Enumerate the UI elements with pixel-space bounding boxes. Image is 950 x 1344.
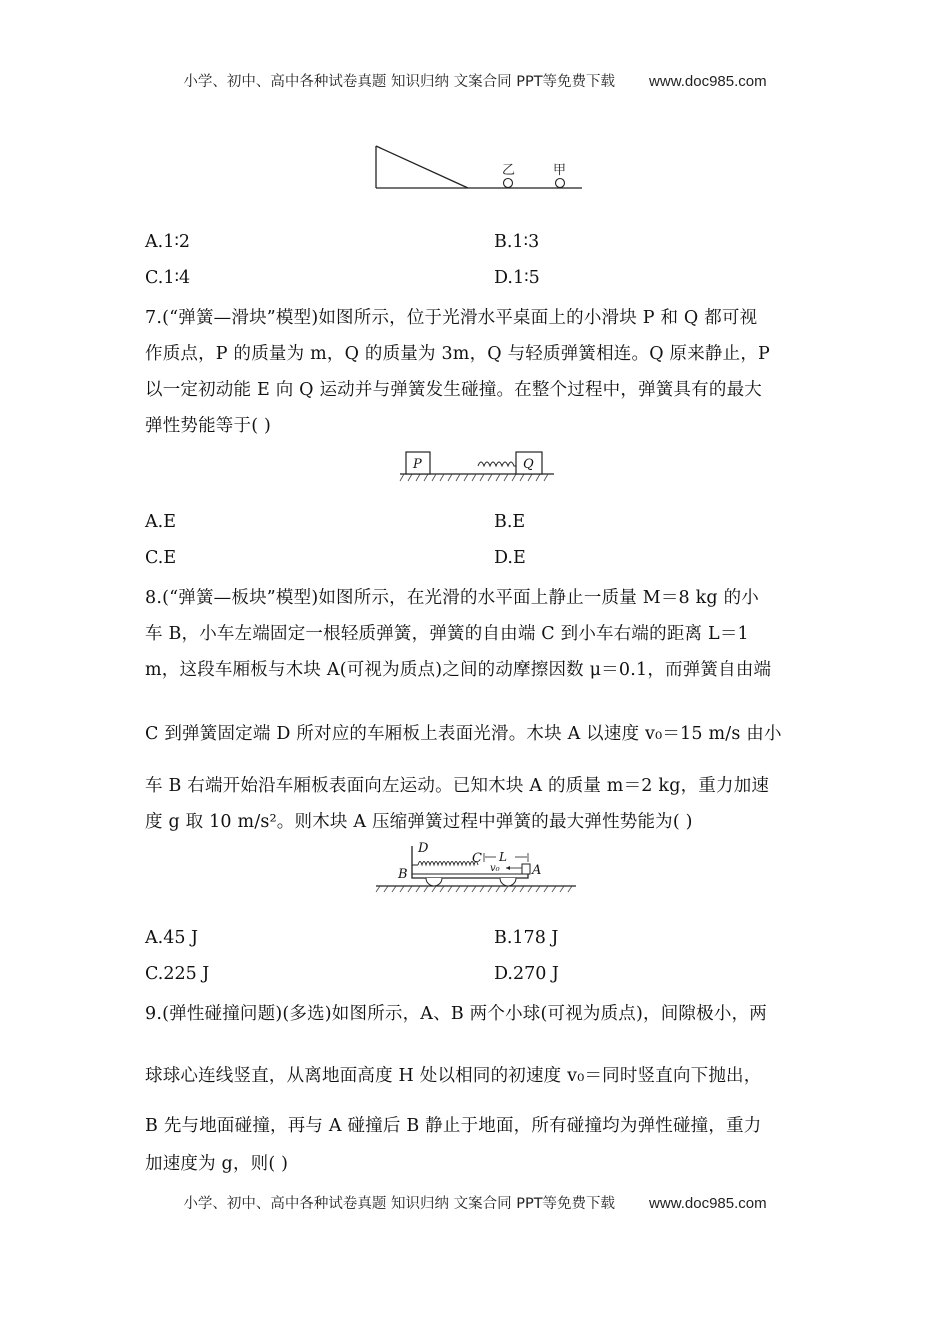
q7-option-c: C.E [145,548,177,568]
q7-option-d: D.E [494,548,526,568]
spring-block-figure [398,448,558,484]
q9-line-2: 球球心连线竖直，从离地面高度 H 处以相同的初速度 v₀＝同时竖直向下抛出， [145,1066,762,1086]
header-text: 小学、初中、高中各种试卷真题 知识归纳 文案合同 PPT等免费下载 [183,74,616,90]
label-l: L [499,850,507,864]
q8-line-5: 车 B 右端开始沿车厢板表面向左运动。已知木块 A 的质量 m＝2 kg，重力加速 [145,776,770,796]
header-site: www.doc985.com [649,73,767,90]
q8-line-4: C 到弹簧固定端 D 所对应的车厢板上表面光滑。木块 A 以速度 v₀＝15 m/s 由小 [145,724,782,744]
block-p-label: P [413,457,422,472]
q9-line-3: B 先与地面碰撞，再与 A 碰撞后 B 静止于地面，所有碰撞均为弹性碰撞，重力 [145,1116,762,1136]
q8-line-3: m，这段车厢板与木块 A(可视为质点)之间的动摩擦因数 μ＝0.1，而弹簧自由端 [145,660,772,680]
q8-option-b: B.178 J [494,928,559,948]
ball-jia [556,179,565,188]
q7-line-2: 作质点，P 的质量为 m，Q 的质量为 3m，Q 与轻质弹簧相连。Q 原来静止，P [145,344,770,364]
footer-text: 小学、初中、高中各种试卷真题 知识归纳 文案合同 PPT等免费下载 [183,1196,616,1212]
page-footer [0,1192,950,1213]
q7-line-3: 以一定初动能 E 向 Q 运动并与弹簧发生碰撞。在整个过程中，弹簧具有的最大 [145,380,762,400]
q8-line-6: 度 g 取 10 m/s²。则木块 A 压缩弹簧过程中弹簧的最大弹性势能为( ) [145,812,693,832]
block-q-label: Q [523,457,534,472]
cart-wheel-left [426,878,442,886]
label-d: D [418,841,429,856]
label-yi: 乙 [502,163,516,178]
ball-yi [504,179,513,188]
q6-option-c: C.1∶4 [145,268,191,288]
q8-option-a: A.45 J [145,928,199,948]
q7-option-b: B.E [494,512,526,532]
cart-wheel-right [500,878,516,886]
q8-option-d: D.270 J [494,964,559,984]
spring-q8 [418,862,478,866]
footer-site: www.doc985.com [649,1195,767,1212]
q8-line-2: 车 B，小车左端固定一根轻质弹簧，弹簧的自由端 C 到小车右端的距离 L＝1 [145,624,749,644]
label-a: A [532,863,542,878]
q7-line-1: 7.(“弹簧—滑块”模型)如图所示，位于光滑水平桌面上的小滑块 P 和 Q 都可视 [145,308,758,328]
cart-body [412,846,528,878]
incline-balls-figure [370,140,590,192]
q6-option-a: A.1∶2 [145,232,191,252]
q6-option-d: D.1∶5 [494,268,540,288]
q8-line-1: 8.(“弹簧—板块”模型)如图所示，在光滑的水平面上静止一质量 M＝8 kg 的小 [145,588,759,608]
label-c: C [472,851,482,866]
page-header [0,70,950,91]
q9-line-1: 9.(弹性碰撞问题)(多选)如图所示，A、B 两个小球(可视为质点)，间隙极小，两 [145,1004,767,1024]
q8-option-c: C.225 J [145,964,210,984]
spring-q7 [478,462,517,466]
q7-option-a: A.E [145,512,176,532]
cart-spring-figure [372,838,582,894]
label-b: B [398,867,408,882]
label-v0: v₀ [490,863,500,874]
q6-option-b: B.1∶3 [494,232,540,252]
q7-line-4: 弹性势能等于( ) [145,416,272,436]
block-a [522,864,530,874]
q9-line-4: 加速度为 g，则( ) [145,1154,289,1174]
label-jia: 甲 [553,163,567,178]
